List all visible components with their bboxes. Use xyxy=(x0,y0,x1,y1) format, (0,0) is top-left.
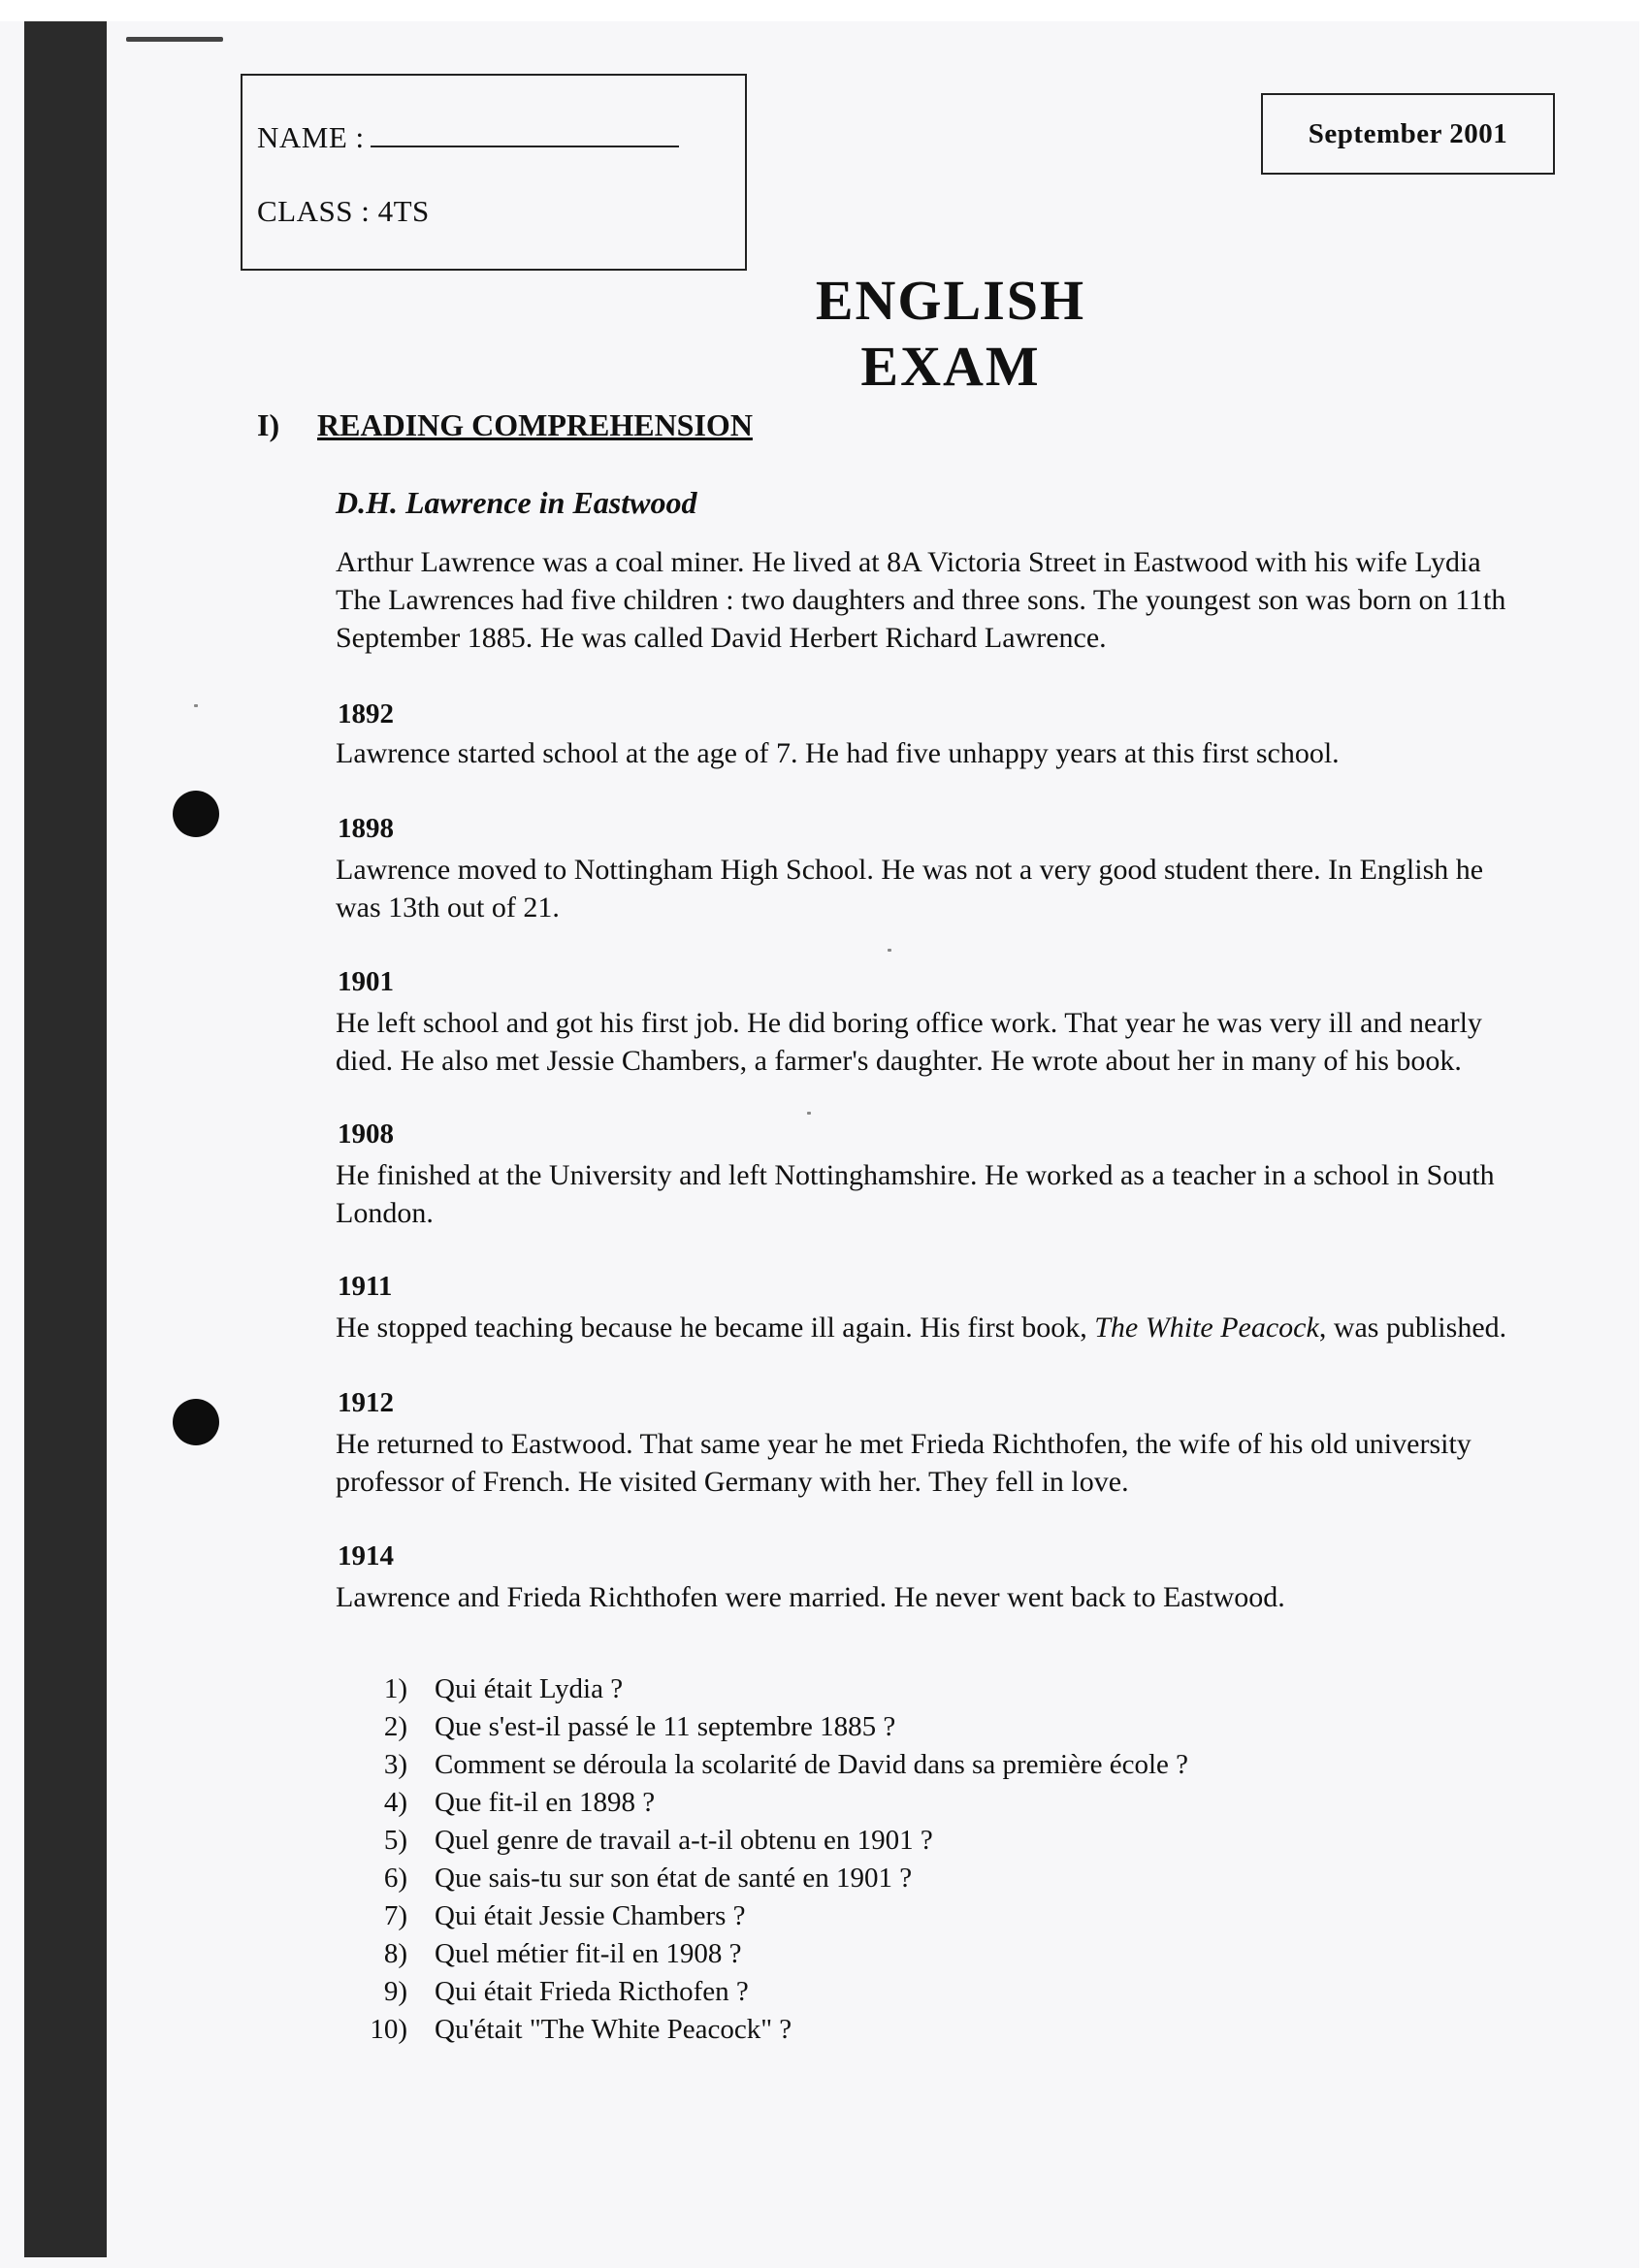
question-item xyxy=(357,1897,1188,1935)
title-line-1: ENGLISH xyxy=(815,269,1086,332)
question-text: Comment se déroula la scolarité de David dans sa première école ? xyxy=(435,1749,1189,1780)
name-blank-line xyxy=(371,118,679,147)
sentence-part: He stopped teaching because he became ill again. His first book, xyxy=(336,1312,1095,1344)
exam-title xyxy=(757,268,1145,400)
question-number: 2) xyxy=(383,1711,407,1742)
question-item xyxy=(357,1860,1188,1897)
question-list xyxy=(357,1670,1188,2049)
paragraph-line: London. xyxy=(336,1197,434,1229)
question-number: 1) xyxy=(383,1673,407,1704)
question-number: 8) xyxy=(383,1938,407,1969)
scan-speck xyxy=(807,1112,811,1115)
sentence-part: , was published. xyxy=(1318,1312,1507,1344)
year-heading: 1901 xyxy=(338,966,394,997)
punch-hole xyxy=(173,1399,219,1445)
question-text: Qui était Jessie Chambers ? xyxy=(435,1900,746,1931)
staple-mark xyxy=(126,37,223,42)
class-label: CLASS : 4TS xyxy=(257,194,430,228)
question-item xyxy=(357,1784,1188,1822)
student-info-box xyxy=(241,74,747,271)
paragraph-line: died. He also met Jessie Chambers, a farmer's daughter. He wrote about her in many of his book. xyxy=(336,1045,1462,1077)
section-number: I) xyxy=(257,407,280,442)
punch-hole xyxy=(173,791,219,837)
question-number: 3) xyxy=(383,1749,407,1780)
paragraph-line: Lawrence and Frieda Richthofen were married. He never went back to Eastwood. xyxy=(336,1581,1285,1613)
book-title: The White Peacock xyxy=(1094,1312,1319,1344)
question-item xyxy=(357,1708,1188,1746)
question-number: 4) xyxy=(383,1787,407,1818)
intro-line: The Lawrences had five children : two daughters and three sons. The youngest son was born on 11th xyxy=(336,584,1506,616)
paragraph-line: He finished at the University and left Nottinghamshire. He worked as a teacher in a school in South xyxy=(336,1159,1495,1191)
question-text: Qu'était "The White Peacock" ? xyxy=(435,2014,792,2045)
exam-date: September 2001 xyxy=(1261,93,1555,175)
question-text: Que sais-tu sur son état de santé en 1901 ? xyxy=(435,1863,913,1894)
question-item xyxy=(357,1973,1188,2011)
scan-speck xyxy=(888,949,891,952)
paragraph-line xyxy=(336,1309,1635,1346)
scan-margin-right xyxy=(1639,0,1649,2268)
paragraph-line: Lawrence moved to Nottingham High School. He was not a very good student there. In English he xyxy=(336,854,1484,886)
paragraph-line: professor of French. He visited Germany with her. They fell in love. xyxy=(336,1466,1129,1498)
question-item xyxy=(357,2011,1188,2049)
paragraph-line: He returned to Eastwood. That same year he met Frieda Richthofen, the wife of his old university xyxy=(336,1428,1471,1460)
scan-margin-top xyxy=(0,0,1649,21)
question-text: Que s'est-il passé le 11 septembre 1885 ? xyxy=(435,1711,896,1742)
question-text: Que fit-il en 1898 ? xyxy=(435,1787,656,1818)
reading-heading: D.H. Lawrence in Eastwood xyxy=(336,485,697,520)
question-number: 7) xyxy=(383,1900,407,1931)
section-heading xyxy=(257,407,753,443)
year-heading: 1914 xyxy=(338,1540,394,1571)
question-item xyxy=(357,1935,1188,1973)
year-heading: 1892 xyxy=(338,698,394,729)
question-item xyxy=(357,1670,1188,1708)
question-number: 5) xyxy=(383,1825,407,1856)
question-item xyxy=(357,1822,1188,1860)
paragraph-line: Lawrence started school at the age of 7. He had five unhappy years at this first school. xyxy=(336,737,1340,769)
year-heading: 1911 xyxy=(338,1271,393,1302)
question-item xyxy=(357,1746,1188,1784)
year-heading: 1898 xyxy=(338,813,394,844)
question-text: Quel métier fit-il en 1908 ? xyxy=(435,1938,742,1969)
paragraph-line: He left school and got his first job. He did boring office work. That year he was very ill and nearly xyxy=(336,1007,1482,1039)
year-heading: 1912 xyxy=(338,1387,394,1418)
question-number: 10) xyxy=(370,2014,407,2045)
section-title: READING COMPREHENSION xyxy=(317,407,753,442)
question-text: Quel genre de travail a-t-il obtenu en 1901 ? xyxy=(435,1825,933,1856)
question-number: 9) xyxy=(383,1976,407,2007)
name-label: NAME : xyxy=(257,120,365,154)
question-number: 6) xyxy=(383,1863,407,1894)
question-text: Qui était Lydia ? xyxy=(435,1673,624,1704)
year-heading: 1908 xyxy=(338,1118,394,1150)
binding-strip xyxy=(24,21,107,2257)
title-line-2: EXAM xyxy=(860,335,1041,398)
paragraph-line: was 13th out of 21. xyxy=(336,891,560,923)
name-row xyxy=(257,118,679,155)
question-text: Qui était Frieda Ricthofen ? xyxy=(435,1976,749,2007)
intro-line: Arthur Lawrence was a coal miner. He lived at 8A Victoria Street in Eastwood with his wife Lydia xyxy=(336,546,1481,578)
intro-line: September 1885. He was called David Herbert Richard Lawrence. xyxy=(336,622,1107,654)
scan-speck xyxy=(194,704,198,707)
